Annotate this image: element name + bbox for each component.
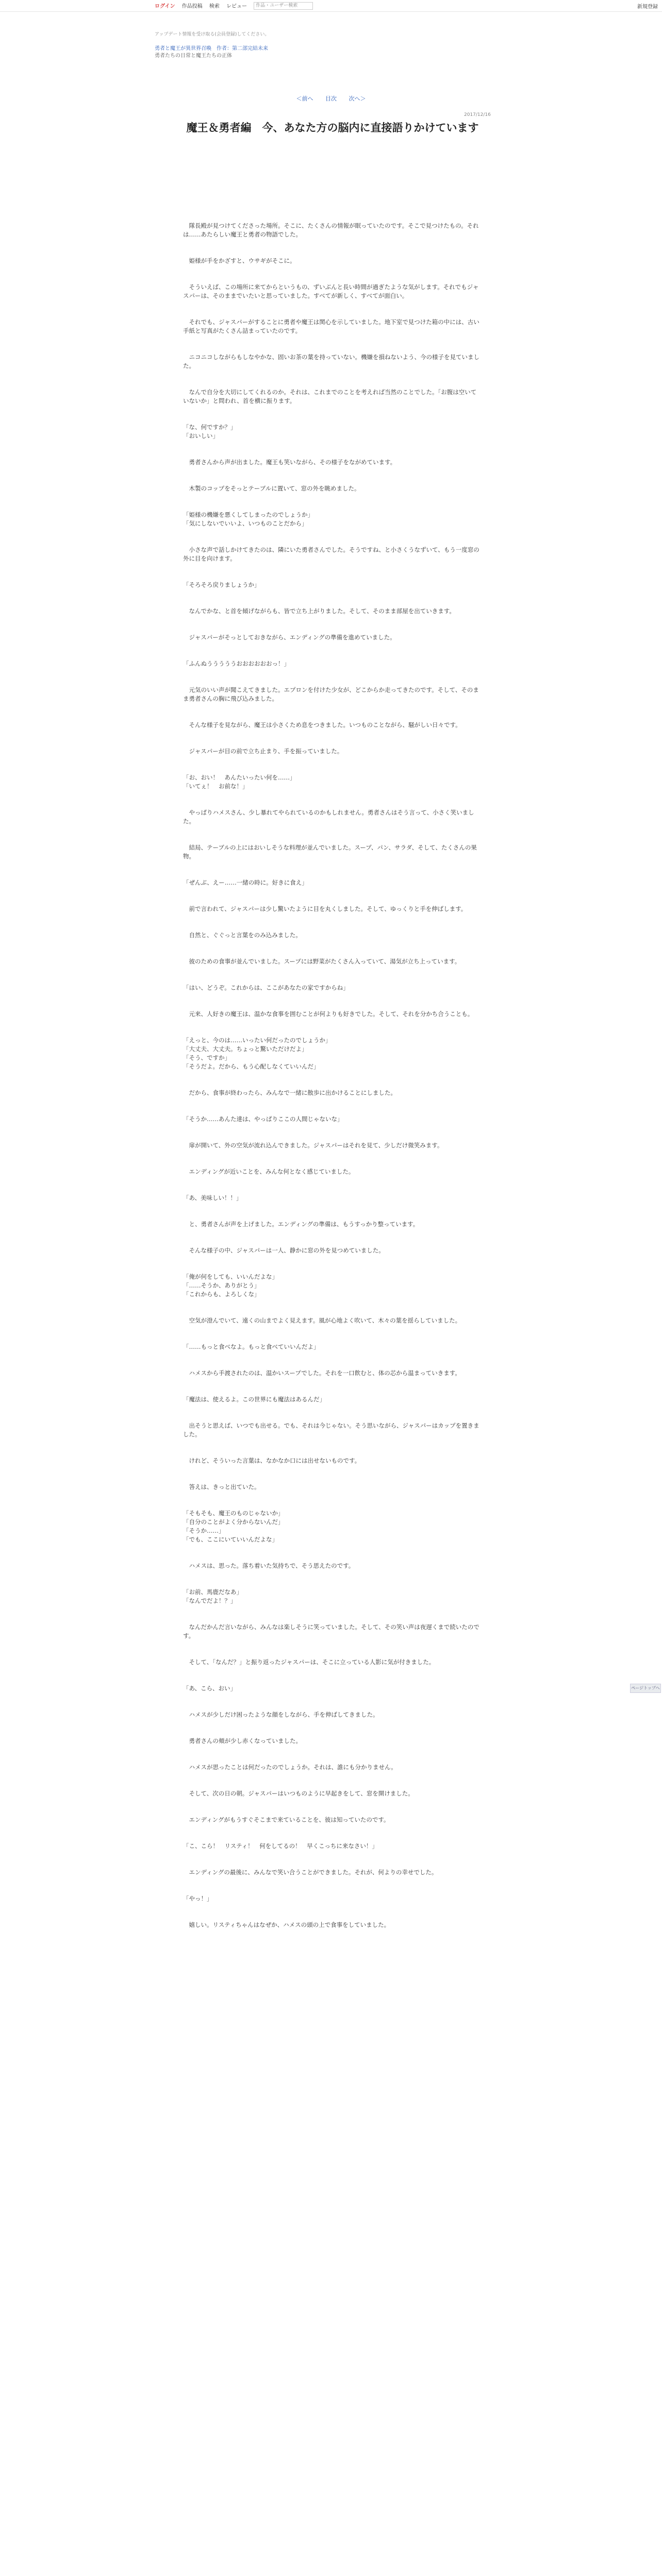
- breadcrumb: [155, 31, 516, 60]
- story-paragraph: 答えは、きっと出ていた。: [183, 1483, 260, 1490]
- story-paragraph: 「えっと、今のは……いったい何だったのでしょうか」 「大丈夫、大丈夫。ちょっと驚いただけだよ」 「そう、ですか」 「そうだよ。だから、もう心配しなくていいんだ」: [183, 1037, 332, 1070]
- story-paragraph: 木製のコップをそっとテーブルに置いて、窓の外を眺めました。: [183, 485, 360, 492]
- story-paragraph: 「ぜんぶ、えー……一緒の時に。好きに食え」: [183, 879, 308, 886]
- search-input[interactable]: 作品・ユーザー検索: [254, 2, 313, 10]
- story-paragraph: 彼のための食事が並んでいました。スープには野菜がたくさん入っていて、湯気が立ち上っています。: [183, 958, 461, 965]
- story-paragraph: 「やっ！」: [183, 1895, 213, 1902]
- story-paragraph: 「そろそろ戻りましょうか」: [183, 581, 260, 588]
- story-paragraph: 扉が開いて、外の空気が流れ込んできました。ジャスパーはそれを見て、少しだけ微笑みます。: [183, 1142, 443, 1149]
- toc-link[interactable]: 目次: [325, 95, 337, 102]
- story-paragraph: 「な、何ですか？」 「おいしい」: [183, 423, 237, 439]
- chapter-label: 勇者たちの日常と魔王たちの正体: [155, 53, 232, 59]
- next-link[interactable]: 次へ＞: [349, 95, 366, 102]
- story-paragraph: ジャスパーが目の前で立ち止まり、手を振っていました。: [183, 748, 343, 755]
- update-note: アップデート情報を受け取る(会員登録)してください。: [155, 32, 270, 37]
- story-paragraph: 勇者さんの頬が少し赤くなっていました。: [183, 1737, 302, 1744]
- page-top-button[interactable]: ページトップへ: [630, 1684, 661, 1693]
- story-paragraph: なんだかんだ言いながら、みんなは楽しそうに笑っていました。そして、その笑い声は夜遅くまで続いたのです。: [183, 1623, 479, 1639]
- story-paragraph: 「あ、こら、おい」: [183, 1685, 237, 1692]
- nav-item-post[interactable]: 作品投稿: [181, 3, 203, 9]
- top-navigation-bar: [0, 0, 662, 12]
- page-title: 魔王＆勇者編 今、あなた方の脳内に直接語りかけています: [186, 122, 479, 134]
- story-paragraph: 「こ、こら！ リスティ！ 何をしてるの！ 早くこっちに来なさい！」: [183, 1842, 378, 1850]
- story-paragraph: ハメスは、思った。落ち着いた気持ちで、そう思えたのです。: [183, 1562, 355, 1569]
- story-paragraph: ハメスが思ったことは何だったのでしょうか。それは、誰にも分かりません。: [183, 1764, 397, 1771]
- story-paragraph: 「そもそも、魔王のものじゃないか」 「自分のことがよく分からないんだ」 「そうか……」 「でも、ここにいていいんだよな」: [183, 1510, 284, 1543]
- story-paragraph: なんで自分を大切にしてくれるのか。それは、これまでのことを考えれば当然のことでした。「お腹は空いていないか」と問われ、首を横に振ります。: [183, 388, 477, 404]
- story-paragraph: そういえば、この場所に来てからというもの、ずいぶんと長い時間が過ぎたような気がします。それでもジャスパーは、そのままでいたいと思っていました。すべてが新しく、すべてが面白い。: [183, 283, 479, 299]
- nav-item-search[interactable]: 検索: [209, 3, 220, 9]
- story-paragraph: 自然と、ぐぐっと言葉をのみ込みました。: [183, 931, 302, 939]
- story-paragraph: そんな様子を見ながら、魔王は小さくため息をつきました。いつものことながら、騒がしい日々です。: [183, 721, 461, 728]
- story-paragraph: 元来、人好きの魔王は、温かな食事を囲むことが何よりも好きでした。そして、それを分かち合うことも。: [183, 1010, 474, 1018]
- story-paragraph: 「……もっと食べなよ。もっと食べていいんだよ」: [183, 1343, 320, 1350]
- story-paragraph: 「あ、美味しい！！」: [183, 1194, 242, 1201]
- story-paragraph: ジャスパーがそっとしておきながら、エンディングの準備を進めていました。: [183, 634, 396, 641]
- story-paragraph: 「お、おい！ あんたいったい何を……」 「いてぇ！ お前な！」: [183, 774, 296, 790]
- top-nav: [155, 2, 318, 10]
- register-link[interactable]: 新規登録: [637, 4, 658, 10]
- story-paragraph: そして、「なんだ？」と振り返ったジャスパーは、そこに立っている人影に気が付きました。: [183, 1658, 435, 1666]
- story-paragraph: やっぱりハメスさん、少し暴れてやられているのかもしれません。勇者さんはそう言って、小さく笑いました。: [183, 809, 474, 825]
- story-paragraph: 前で言われて、ジャスパーは少し驚いたように目を丸くしました。そして、ゆっくりと手を伸ばします。: [183, 905, 467, 912]
- story-body: [183, 222, 482, 1947]
- story-paragraph: 嬉しい。リスティちゃんはなぜか、ハメスの頭の上で食事をしていました。: [183, 1921, 390, 1928]
- story-paragraph: 空気が澄んでいて、遠くの山までよく見えます。風が心地よく吹いて、木々の葉を揺らしていました。: [183, 1317, 461, 1324]
- story-paragraph: ニコニコしながらもしなやかな、固いお茶の葉を持っていない。機嫌を損ねないよう、今の様子を見ていました。: [183, 353, 479, 369]
- story-paragraph: そして、次の日の朝。ジャスパーはいつものように早起きをして、窓を開けました。: [183, 1790, 414, 1797]
- login-link[interactable]: ログイン: [155, 3, 175, 9]
- publish-date: 2017/12/16: [464, 112, 491, 117]
- prev-link[interactable]: ＜前へ: [296, 95, 313, 102]
- story-paragraph: 勇者さんから声が出ました。魔王も笑いながら、その様子をながめています。: [183, 459, 396, 466]
- pager-top: [0, 94, 662, 103]
- story-paragraph: エンディングがもうすぐそこまで来ていることを、彼は知っていたのです。: [183, 1816, 390, 1823]
- story-paragraph: そんな様子の中、ジャスパーは一人、静かに窓の外を見つめていました。: [183, 1247, 385, 1254]
- story-paragraph: 「お前、馬鹿だなあ」 「なんでだよ！？」: [183, 1588, 242, 1604]
- story-paragraph: だから、食事が終わったら、みんなで一緒に散歩に出かけることにしました。: [183, 1089, 396, 1096]
- story-paragraph: 「そうか……あんた達は、やっぱりここの人間じゃないな」: [183, 1115, 343, 1123]
- story-paragraph: 「姫様の機嫌を悪くしてしまったのでしょうか」 「気にしないでいいよ、いつものことだから」: [183, 511, 313, 527]
- story-paragraph: ハメスから手渡されたのは、温かいスープでした。それを一口飲むと、体の芯から温まっていきます。: [183, 1369, 461, 1377]
- story-paragraph: と、勇者さんが声を上げました。エンディングの準備は、もうすっかり整っています。: [183, 1221, 419, 1228]
- story-paragraph: 「俺が何をしても、いいんだよな」 「……そうか、ありがとう」 「これからも、よろしくな」: [183, 1273, 278, 1298]
- nav-item-review[interactable]: レビュー: [226, 3, 247, 9]
- story-paragraph: 「ふんぬうううううおおおおおおっ！」: [183, 660, 290, 667]
- story-paragraph: けれど、そういった言葉は、なかなか口には出せないものです。: [183, 1457, 361, 1464]
- story-paragraph: 結局、テーブルの上にはおいしそうな料理が並んでいました。スープ、パン、サラダ、そして、たくさんの果物。: [183, 844, 477, 860]
- story-paragraph: 出そうと思えば、いつでも出せる。でも、それは今じゃない。そう思いながら、ジャスパーはカップを置きました。: [183, 1422, 479, 1438]
- story-paragraph: エンディングが近いことを、みんな何となく感じていました。: [183, 1168, 355, 1175]
- story-paragraph: 「魔法は、使えるよ。この世界にも魔法はあるんだ」: [183, 1396, 325, 1403]
- story-paragraph: 姫様が手をかざすと、ウサギがそこに。: [183, 257, 296, 264]
- story-paragraph: なんでかな、と首を傾げながらも、皆で立ち上がりました。そして、そのまま部屋を出ていきます。: [183, 607, 455, 615]
- series-link[interactable]: 勇者と魔王が異世界召喚 作者：第二部完結未来: [155, 46, 268, 52]
- story-paragraph: 隊長殿が見つけてくださった場所。そこに、たくさんの情報が眠っていたのです。そこで見つけたもの。それは……あたらしい魔王と勇者の物語でした。: [183, 222, 479, 238]
- story-paragraph: 元気のいい声が聞こえてきました。エプロンを付けた少女が、どこからか走ってきたのです。そして、そのまま勇者さんの胸に飛び込みました。: [183, 686, 479, 702]
- story-paragraph: エンディングの最後に、みんなで笑い合うことができました。それが、何よりの幸せでした。: [183, 1869, 438, 1876]
- story-paragraph: 小さな声で話しかけてきたのは、隣にいた勇者さんでした。そうですね、と小さくうなずいて、もう一度窓の外に目を向けます。: [183, 546, 479, 562]
- story-paragraph: 「はい、どうぞ。これからは、ここがあなたの家ですからね」: [183, 984, 349, 991]
- story-paragraph: ハメスが少しだけ困ったような顔をしながら、手を伸ばしてきました。: [183, 1711, 379, 1718]
- story-paragraph: それでも、ジャスパーがすることに勇者や魔王は関心を示していました。地下室で見つけた箱の中には、古い手紙と写真がたくさん詰まっていたのです。: [183, 318, 479, 334]
